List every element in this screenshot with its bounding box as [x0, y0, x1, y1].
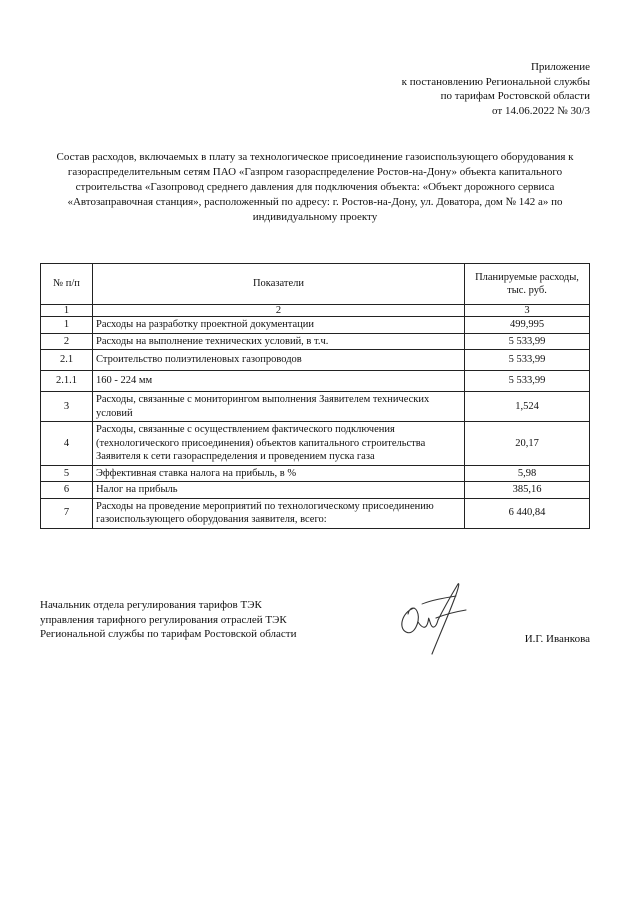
position-line: Начальник отдела регулирования тарифов ТЭК	[40, 599, 262, 611]
row-num: 6	[41, 482, 93, 499]
row-name: Расходы, связанные с осуществлением фактического подключения (технологического присоединения) объектов капитального строительства Заявителя к сети газораспределения и проведением пуска газа	[93, 422, 465, 466]
row-name: 160 - 224 мм	[93, 371, 465, 392]
row-num: 7	[41, 498, 93, 528]
expenses-table	[40, 263, 590, 529]
signer-name: И.Г. Иванкова	[524, 633, 590, 645]
row-name: Налог на прибыль	[93, 482, 465, 499]
row-num: 3	[41, 392, 93, 422]
row-num: 2	[41, 333, 93, 350]
column-number: 2	[93, 305, 465, 317]
table-row	[41, 317, 590, 334]
title-line: индивидуальному проекту	[252, 211, 378, 223]
appendix-line: Приложение	[530, 61, 590, 73]
header-value-line: Планируемые расходы,	[475, 271, 579, 283]
table-row	[41, 498, 590, 528]
table-row	[41, 465, 590, 482]
row-num: 2.1	[41, 350, 93, 371]
header-value-line: тыс. руб.	[507, 285, 547, 296]
table-row	[41, 482, 590, 499]
row-value: 5,98	[465, 465, 590, 482]
header-name: Показатели	[93, 264, 465, 305]
column-number: 3	[465, 305, 590, 317]
handwritten-signature	[392, 578, 482, 658]
row-value: 20,17	[465, 422, 590, 466]
row-value: 385,16	[465, 482, 590, 499]
row-num: 5	[41, 465, 93, 482]
row-name: Эффективная ставка налога на прибыль, в %	[93, 465, 465, 482]
appendix-block	[402, 60, 590, 118]
row-name: Расходы на выполнение технических условий, в т.ч.	[93, 333, 465, 350]
table-row	[41, 350, 590, 371]
row-value: 5 533,99	[465, 333, 590, 350]
appendix-date: от 14.06.2022 № 30/3	[492, 104, 590, 117]
table-header-row	[41, 264, 590, 305]
table-row	[41, 392, 590, 422]
position-line: управления тарифного регулирования отраслей ТЭК	[40, 613, 287, 626]
title-line: Состав расходов, включаемых в плату за технологическое присоединение газоиспользующего оборудования к	[56, 151, 574, 163]
row-value: 499,995	[465, 317, 590, 334]
header-value	[465, 264, 590, 305]
column-numbering-row	[41, 305, 590, 317]
signer-position	[40, 598, 297, 642]
appendix-line: к постановлению Региональной службы	[401, 75, 590, 88]
table-row	[41, 422, 590, 466]
row-num: 1	[41, 317, 93, 334]
column-number: 1	[41, 305, 93, 317]
row-value: 6 440,84	[465, 498, 590, 528]
row-value: 5 533,99	[465, 350, 590, 371]
row-num: 2.1.1	[41, 371, 93, 392]
row-value: 1,524	[465, 392, 590, 422]
title-line: строительства «Газопровод среднего давления для подключения объекта: «Объект дорожного сервиса	[75, 181, 555, 193]
document-title	[40, 150, 590, 225]
header-num: № п/п	[41, 264, 93, 305]
row-name: Расходы на проведение мероприятий по технологическому присоединению газоиспользующего оборудования заявителя, всего:	[93, 498, 465, 528]
position-line: Региональной службы по тарифам Ростовской области	[40, 628, 297, 640]
row-name: Строительство полиэтиленовых газопроводов	[93, 350, 465, 371]
title-line: газораспределительным сетям ПАО «Газпром газораспределение Ростов-на-Дону» объекта капитального	[67, 166, 563, 178]
table-row	[41, 333, 590, 350]
appendix-line: по тарифам Ростовской области	[440, 90, 590, 102]
row-value: 5 533,99	[465, 371, 590, 392]
title-line: «Автозаправочная станция», расположенный по адресу: г. Ростов-на-Дону, ул. Доватора, дом № 142 а» по	[67, 196, 563, 208]
row-num: 4	[41, 422, 93, 466]
row-name: Расходы на разработку проектной документации	[93, 317, 465, 334]
row-name: Расходы, связанные с мониторингом выполнения Заявителем технических условий	[93, 392, 465, 422]
table-row	[41, 371, 590, 392]
